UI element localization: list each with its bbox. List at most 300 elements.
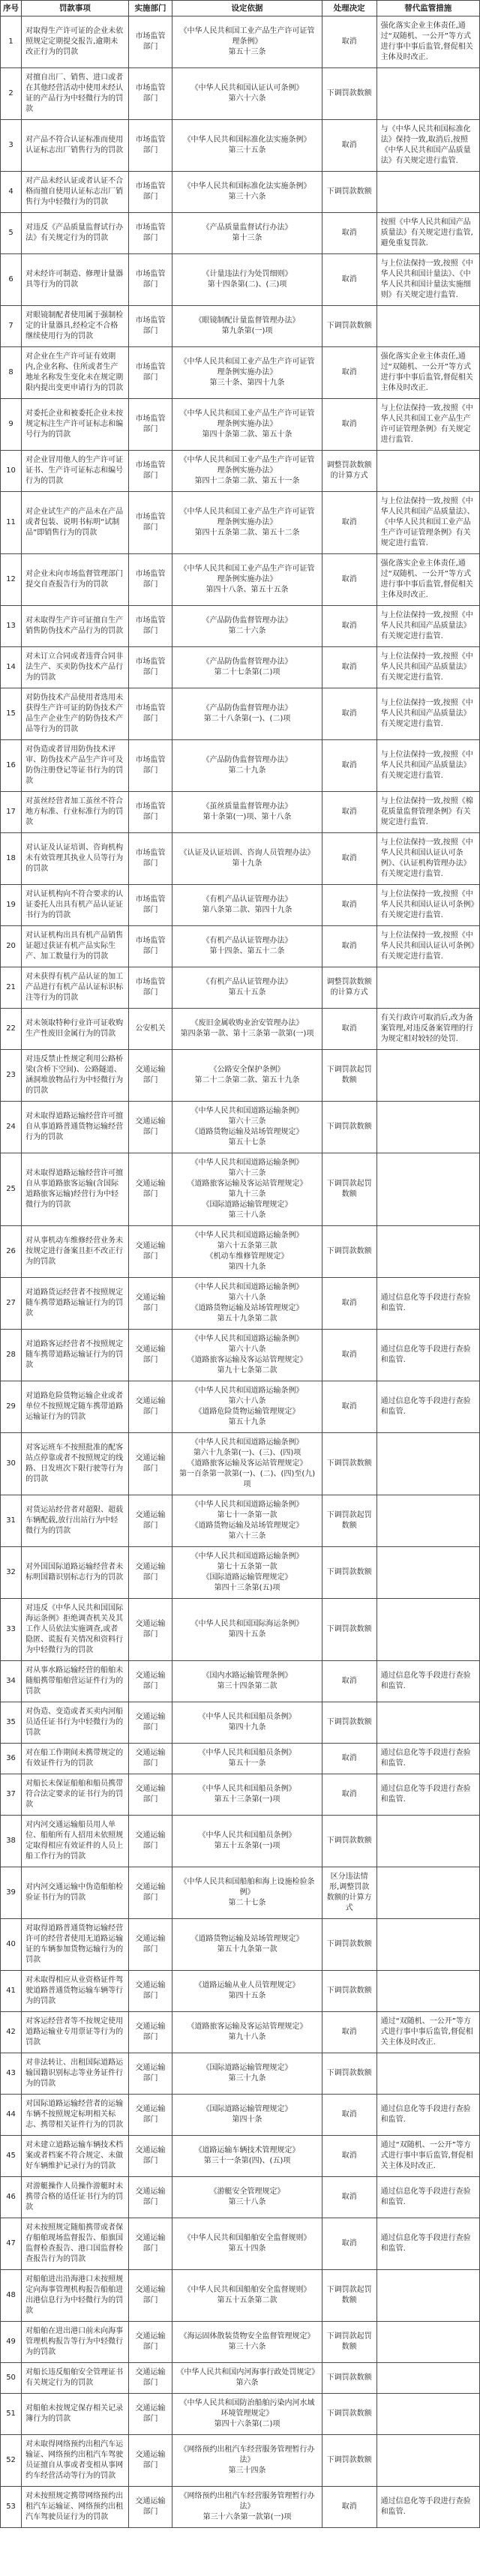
cell-serial-number: 32: [1, 1547, 22, 1599]
cell-supervision-measure: [376, 1050, 479, 1102]
cell-decision: 下调罚款起罚数额: [322, 1495, 376, 1547]
cell-decision: 取消: [322, 647, 376, 688]
cell-department: 市场监管部门: [128, 347, 172, 399]
legal-basis-line: 第六十八条: [228, 1294, 266, 1302]
cell-department: 交通运输部门: [128, 1102, 172, 1153]
cell-penalty-item: 对眼镜制配者使用属于强制检定的计量器具,经检定不合格继续使用行为的罚款: [22, 306, 128, 347]
cell-decision: 取消: [322, 885, 376, 926]
legal-basis-line: 《道路货物运输及站场管理规定》: [190, 1935, 304, 1943]
cell-serial-number: 43: [1, 2053, 22, 2095]
cell-department: 交通运输部门: [128, 2322, 172, 2363]
cell-serial-number: 20: [1, 926, 22, 967]
cell-supervision-measure: 通过“双随机、一公开”等方式进行事中事后监管,督促相关主体及时改正.: [376, 2136, 479, 2177]
table-row: [1, 1547, 480, 1599]
cell-penalty-item: 对取得道路普通货物运输经营许可的经营者使用无道路运输证的车辆参加货物运输行为的罚款: [22, 1919, 128, 1971]
cell-legal-basis: [172, 1153, 322, 1226]
legal-basis-line: 《国际道路运输管理规定》: [202, 2064, 292, 2072]
cell-decision: 下调罚款数额: [322, 2435, 376, 2487]
legal-basis-line: 第二十六条: [228, 627, 266, 635]
cell-decision: 取消: [322, 926, 376, 967]
cell-decision: 取消: [322, 1774, 376, 1816]
legal-basis-line: 《产品质量监督试行办法》: [202, 223, 292, 232]
legal-basis-line: 第九条第(一)项: [221, 327, 273, 335]
legal-basis-line: 《海运固体散装货物安全监督管理规定》: [179, 2332, 315, 2341]
cell-department: 市场监管部门: [128, 554, 172, 606]
cell-penalty-item: 对企业未向市场监督管理部门提交自查报告行为的罚款: [22, 554, 128, 606]
cell-serial-number: 8: [1, 347, 22, 399]
cell-department: 交通运输部门: [128, 2435, 172, 2487]
legal-basis-line: 《中华人民共和国道路运输条例》: [190, 1335, 304, 1343]
legal-basis-line: 第六十六条: [228, 94, 266, 103]
cell-legal-basis: [172, 833, 322, 885]
cell-penalty-item: 对客运班车不按照批准的配客站点停靠或者不按照规定的线路、日发班次下限行驶等行为的罚款: [22, 1433, 128, 1495]
cell-legal-basis: [172, 2177, 322, 2218]
cell-department: 市场监管部门: [128, 885, 172, 926]
cell-supervision-measure: 与上位法保持一致,按照《中华人民共和国产品质量法》、《中华人民共和国工业产品生产许可证管理条例》有关规定进行监管.: [376, 492, 479, 554]
cell-penalty-item: 对从事机动车维修经营业务未按规定进行备案且拒不改正行为的罚款: [22, 1226, 128, 1278]
cell-decision: 下调罚款数额: [322, 1433, 376, 1495]
legal-basis-line: 第三十八条: [228, 1211, 266, 1219]
header-cell-col-item: 罚款事项: [22, 1, 128, 16]
cell-penalty-item: 对取得生产许可证的企业未依照规定定期提交报告,逾期未改正行为的罚款: [22, 16, 128, 68]
cell-serial-number: 36: [1, 1744, 22, 1774]
cell-serial-number: 33: [1, 1599, 22, 1661]
cell-legal-basis: [172, 1702, 322, 1744]
legal-basis-line: 第七十五条第一款: [217, 1563, 278, 1571]
cell-supervision-measure: [376, 1919, 479, 1971]
table-row: [1, 606, 480, 647]
cell-supervision-measure: 与上位法保持一致,按照《中华人民共和国产品质量法》有关规定进行监管.: [376, 606, 479, 647]
cell-penalty-item: 对国际道路运输经营者的运输车辆不按照规定标明相关标志、携带相关证件行为的罚款: [22, 2095, 128, 2136]
legal-basis-line: 《国际道路运输管理规定》: [202, 1201, 292, 1209]
cell-supervision-measure: [376, 2270, 479, 2322]
legal-basis-line: 《中华人民共和国工业产品生产许可证管理条例实施办法》: [179, 456, 315, 475]
legal-basis-line: 《网络预约出租汽车经营服务管理暂行办法》: [179, 2446, 315, 2464]
legal-basis-line: 《认证及认证培训、咨询人员管理办法》: [179, 849, 315, 857]
cell-decision: 下调罚款数额: [322, 1547, 376, 1599]
table-row: [1, 885, 480, 926]
cell-penalty-item: 对未获得有机产品认证的加工产品进行有机产品认证标识标注等行为的罚款: [22, 967, 128, 1009]
cell-serial-number: 53: [1, 2487, 22, 2528]
cell-decision: 取消: [322, 2177, 376, 2218]
legal-basis-line: 第九十三条: [228, 1190, 266, 1198]
legal-basis-line: 《中华人民共和国工业产品生产许可证管理条例实施办法》: [179, 358, 315, 376]
cell-penalty-item: 对船长违反船舶安全管理证书有关规定行为的罚款: [22, 2363, 128, 2394]
cell-supervision-measure: 与上位法保持一致,按照《中华人民共和国认证认可条例》有关规定进行监管.: [376, 926, 479, 967]
cell-department: 市场监管部门: [128, 926, 172, 967]
cell-decision: 取消: [322, 399, 376, 451]
cell-serial-number: 27: [1, 1278, 22, 1330]
cell-decision: 下调罚款数额: [322, 2363, 376, 2394]
legal-basis-line: 第三十五条: [228, 146, 266, 154]
cell-decision: 取消: [322, 554, 376, 606]
cell-supervision-measure: [376, 68, 479, 120]
table-row: [1, 2322, 480, 2363]
cell-penalty-item: 对在船工作期间未携带规定的有效证件行为的罚款: [22, 1744, 128, 1774]
cell-serial-number: 3: [1, 120, 22, 172]
cell-supervision-measure: 与《中华人民共和国标准化法》保持一致,取消后,按照《中华人民共和国产品质量法》有关规定进行监管.: [376, 120, 479, 172]
cell-penalty-item: 对未取得相应从业资格证件驾驶道路普通货物运输车辆等行为的罚款: [22, 1971, 128, 2012]
legal-basis-line: 《公路安全保护条例》: [209, 1066, 285, 1074]
legal-basis-line: 第四十三条第(五)项: [214, 1584, 280, 1592]
legal-basis-line: 第四十五条: [228, 1630, 266, 1639]
cell-supervision-measure: [376, 2435, 479, 2487]
cell-penalty-item: 对伪造、变造或者买卖内河船员适任证书行为中轻微行为的罚款: [22, 1702, 128, 1744]
cell-penalty-item: 对未取得网络预约出租汽车运输证、网络预约出租汽车驾驶员证擅自从事或者变相从事网约车经营活动等行为的罚款: [22, 2435, 128, 2487]
cell-penalty-item: 对内河交通运输中伪造船舶检验证书行为的罚款: [22, 1867, 128, 1919]
cell-supervision-measure: 与上位法保持一致,按照《中华人民共和国产品质量法》有关规定进行监管.: [376, 688, 479, 740]
cell-supervision-measure: 有关行政许可取消后,改为备案管理,对违反备案管理的行为规定相对较轻的处罚.: [376, 1009, 479, 1050]
legal-basis-line: 《国际道路运输管理规定》: [202, 2105, 292, 2113]
cell-supervision-measure: [376, 1816, 479, 1867]
cell-serial-number: 39: [1, 1867, 22, 1919]
legal-basis-line: 第五十四条: [228, 2245, 266, 2253]
cell-decision: 下调罚款数额: [322, 1702, 376, 1744]
cell-decision: 取消: [322, 688, 376, 740]
cell-decision: 取消: [322, 492, 376, 554]
legal-basis-line: 《产品防伪监督管理办法》: [202, 658, 292, 666]
cell-decision: 下调罚款数额: [322, 1102, 376, 1153]
cell-supervision-measure: 与上位法保持一致,按照《中华人民共和国产品质量法》有关规定进行监管.: [376, 647, 479, 688]
cell-penalty-item: 对未建立道路运输车辆技术档案或者档案不符合规定、未做好车辆维护记录行为的罚款: [22, 2136, 128, 2177]
cell-department: 交通运输部门: [128, 1919, 172, 1971]
cell-serial-number: 28: [1, 1330, 22, 1381]
cell-legal-basis: [172, 2095, 322, 2136]
cell-department: 市场监管部门: [128, 213, 172, 254]
legal-basis-line: 第三十九条: [228, 2074, 266, 2083]
table-row: [1, 254, 480, 306]
cell-penalty-item: 对内河交通运输船员用人单位、船舶所有人招用未依照规定取得相应有效证件的人员上船工作行为的罚款: [22, 1816, 128, 1867]
cell-decision: 取消: [322, 16, 376, 68]
legal-basis-line: 第六十三条: [228, 1169, 266, 1177]
cell-legal-basis: [172, 606, 322, 647]
table-row: [1, 1774, 480, 1816]
legal-basis-line: 《国际道路运输管理规定》: [202, 1573, 292, 1582]
cell-department: 市场监管部门: [128, 688, 172, 740]
legal-basis-line: 《道路危险货物运输管理规定》: [194, 1408, 300, 1416]
cell-legal-basis: [172, 647, 322, 688]
cell-department: 交通运输部门: [128, 2270, 172, 2322]
legal-basis-line: 《道路货物运输及站场管理规定》: [190, 1522, 304, 1530]
legal-basis-line: 第十九条: [232, 859, 262, 868]
table-row: [1, 1381, 480, 1433]
legal-basis-line: 《游艇安全管理规定》: [209, 2188, 285, 2196]
cell-department: 交通运输部门: [128, 1661, 172, 1702]
table-row: [1, 2177, 480, 2218]
cell-department: 交通运输部门: [128, 1971, 172, 2012]
cell-supervision-measure: 与上位法保持一致,按照《中华人民共和国认证认可条例》有关规定进行监管.: [376, 885, 479, 926]
legal-basis-line: 《网络预约出租汽车经营服务管理暂行办法》: [179, 2492, 315, 2511]
cell-supervision-measure: 通过信息化等手段进行查验和监管.: [376, 2177, 479, 2218]
cell-decision: 下调罚款数额: [322, 172, 376, 213]
cell-legal-basis: [172, 885, 322, 926]
cell-supervision-measure: 与上位法保持一致,按照《中华人民共和国认证认可条例》、《认证机构管理办法》有关规定进行监管.: [376, 833, 479, 885]
cell-legal-basis: [172, 1495, 322, 1547]
legal-basis-line: 第四十八条、第五十五条: [206, 586, 289, 594]
legal-basis-line: 第五十九条第一款: [217, 1945, 278, 1954]
cell-serial-number: 25: [1, 1153, 22, 1226]
cell-penalty-item: 对认证机构向不符合要求的认证委托人出具有机产品认证证书行为的罚款: [22, 885, 128, 926]
cell-penalty-item: 对委托企业和被委托企业未按规定标注生产许可证标志和编号行为的罚款: [22, 399, 128, 451]
legal-basis-line: 《计量违法行为处罚细则》: [202, 270, 292, 278]
cell-penalty-item: 对企业在生产许可证有效期内,企业名称、住所或者生产地址名称发生变化未在规定期限内提出变更申请行为的罚款: [22, 347, 128, 399]
cell-penalty-item: 对道路货运经营者不按照规定随车携带道路运输证行为的罚款: [22, 1278, 128, 1330]
cell-legal-basis: [172, 1330, 322, 1381]
cell-penalty-item: 对未取得道路运输经营许可擅自从事道路旅客运输(含国际道路旅客运输)经营行为中轻微行为的罚款: [22, 1153, 128, 1226]
table-row: [1, 120, 480, 172]
legal-basis-line: 《中华人民共和国工业产品生产许可证管理条例实施办法》: [179, 565, 315, 583]
legal-basis-line: 《中华人民共和国船舶安全监督规则》: [183, 2234, 311, 2242]
legal-basis-line: 《中华人民共和国工业产品生产许可证管理条例实施办法》: [179, 508, 315, 526]
cell-department: 交通运输部门: [128, 2487, 172, 2528]
cell-supervision-measure: 与上位法保持一致,按照《棉花质量监督管理条例》有关规定进行监管.: [376, 792, 479, 833]
cell-penalty-item: 对违反禁止性规定利用公路桥梁(含桥下空间)、公路隧道、涵洞堆放物品行为中轻微行为的罚款: [22, 1050, 128, 1102]
legal-basis-line: 第五十七条: [228, 1138, 266, 1147]
cell-legal-basis: [172, 1774, 322, 1816]
legal-basis-line: 《有机产品认证管理办法》: [202, 978, 292, 986]
legal-basis-line: 《茧丝质量监督管理办法》: [202, 802, 292, 811]
legal-basis-line: 第三十四条: [228, 2467, 266, 2475]
legal-basis-line: 《中华人民共和国道路运输条例》: [190, 1107, 304, 1115]
cell-department: 市场监管部门: [128, 16, 172, 68]
legal-basis-line: 第五十三条: [228, 48, 266, 56]
cell-supervision-measure: [376, 451, 479, 492]
legal-basis-line: 第三十四条第二款: [217, 1682, 278, 1690]
cell-department: 交通运输部门: [128, 1330, 172, 1381]
legal-basis-line: 第四条第一款、第十三条第一款第(一)项: [180, 1030, 314, 1038]
legal-basis-line: 第三十六条第一款第(一)项: [202, 2513, 292, 2521]
legal-basis-line: 《中华人民共和国工业产品生产许可证管理条例实施办法》: [179, 409, 315, 428]
table-row: [1, 792, 480, 833]
cell-penalty-item: 对未取得生产许可证擅自生产销售防伪技术产品行为的罚款: [22, 606, 128, 647]
cell-penalty-item: 对外国国际道路运输经营者未标明国籍识别标志行为的罚款: [22, 1547, 128, 1599]
legal-basis-line: 第十四条、第五十二条: [209, 947, 285, 955]
cell-supervision-measure: [376, 306, 479, 347]
cell-decision: 下调罚款数额: [322, 68, 376, 120]
cell-decision: 取消: [322, 1661, 376, 1702]
cell-department: 交通运输部门: [128, 2012, 172, 2053]
cell-supervision-measure: [376, 967, 479, 1009]
legal-basis-line: 第十四条第(二)、(三)项: [207, 280, 287, 289]
cell-legal-basis: [172, 492, 322, 554]
legal-basis-line: 第六十九条第(一)、(三)、(四)项: [193, 1449, 302, 1457]
legal-basis-line: 《道路运输从业人员管理规定》: [194, 1981, 300, 1990]
table-row: [1, 2363, 480, 2394]
legal-basis-line: 第六十八条: [228, 1397, 266, 1405]
legal-basis-line: 第三十条、第四十九条: [209, 379, 285, 387]
cell-serial-number: 45: [1, 2136, 22, 2177]
cell-penalty-item: 对未领取特种行业许可证收购生产性废旧金属行为的罚款: [22, 1009, 128, 1050]
legal-basis-line: 第六条: [236, 2379, 259, 2387]
table-body: [1, 16, 480, 2528]
cell-supervision-measure: [376, 1433, 479, 1495]
legal-basis-line: 第二十七条第(二)项: [214, 668, 280, 676]
cell-legal-basis: [172, 2270, 322, 2322]
table-row: [1, 2053, 480, 2095]
cell-legal-basis: [172, 213, 322, 254]
cell-department: 交通运输部门: [128, 1702, 172, 1744]
table-row: [1, 1278, 480, 1330]
cell-serial-number: 7: [1, 306, 22, 347]
cell-department: 交通运输部门: [128, 2053, 172, 2095]
cell-department: 交通运输部门: [128, 2136, 172, 2177]
cell-serial-number: 23: [1, 1050, 22, 1102]
cell-penalty-item: 对未取得道路运输经营许可擅自从事道路普通货物运输经营行为的罚款: [22, 1102, 128, 1153]
cell-legal-basis: [172, 2363, 322, 2394]
cell-serial-number: 19: [1, 885, 22, 926]
legal-basis-line: 《中华人民共和国道路运输条例》: [190, 1438, 304, 1447]
cell-department: 市场监管部门: [128, 647, 172, 688]
cell-department: 市场监管部门: [128, 254, 172, 306]
cell-department: 市场监管部门: [128, 399, 172, 451]
cell-penalty-item: 对认证机构出具有机产品销售证超过获证有机产品实际生产、加工数量行为的罚款: [22, 926, 128, 967]
cell-department: 市场监管部门: [128, 967, 172, 1009]
cell-supervision-measure: 通过信息化等手段进行查验和监管.: [376, 1330, 479, 1381]
cell-serial-number: 21: [1, 967, 22, 1009]
cell-serial-number: 31: [1, 1495, 22, 1547]
cell-legal-basis: [172, 1661, 322, 1702]
legal-basis-line: 第五十五条第(一)项: [214, 1842, 280, 1850]
cell-legal-basis: [172, 1226, 322, 1278]
cell-penalty-item: 对擅自出厂、销售、进口或者在其他经营活动中使用未经认证的产品行为中轻微行为的罚款: [22, 68, 128, 120]
cell-serial-number: 4: [1, 172, 22, 213]
cell-legal-basis: [172, 2012, 322, 2053]
cell-legal-basis: [172, 1971, 322, 2012]
cell-decision: 取消: [322, 1744, 376, 1774]
cell-penalty-item: 对道路危险货物运输企业或者单位不按照规定随车携带道路运输证行为的罚款: [22, 1381, 128, 1433]
cell-serial-number: 48: [1, 2270, 22, 2322]
cell-serial-number: 26: [1, 1226, 22, 1278]
cell-decision: 下调罚款数额: [322, 1816, 376, 1867]
cell-penalty-item: 对道路客运经营者不按照规定随车携带道路运输证行为的罚款: [22, 1330, 128, 1381]
legal-basis-line: 第六十八条: [228, 1345, 266, 1354]
legal-basis-line: 第九十七条第二款: [217, 1366, 278, 1375]
table-row: [1, 1009, 480, 1050]
legal-basis-line: 第九十八条: [228, 2033, 266, 2041]
cell-penalty-item: 对伪造或者冒用防伪技术评审、防伪技术产品生产许可及防伪注册登记等证书行为的罚款: [22, 740, 128, 792]
cell-serial-number: 22: [1, 1009, 22, 1050]
cell-decision: 取消: [322, 792, 376, 833]
legal-basis-line: 第六十五条第三款: [217, 1242, 278, 1250]
cell-serial-number: 38: [1, 1816, 22, 1867]
cell-serial-number: 35: [1, 1702, 22, 1744]
cell-legal-basis: [172, 1547, 322, 1599]
legal-basis-line: 第二十八条第(一)、(二)项: [203, 715, 291, 723]
cell-legal-basis: [172, 1050, 322, 1102]
cell-legal-basis: [172, 1599, 322, 1661]
cell-legal-basis: [172, 1816, 322, 1867]
legal-basis-line: 《有机产品认证管理办法》: [202, 937, 292, 945]
cell-serial-number: 15: [1, 688, 22, 740]
cell-decision: 取消: [322, 833, 376, 885]
cell-department: 市场监管部门: [128, 833, 172, 885]
table-row: [1, 967, 480, 1009]
cell-department: 交通运输部门: [128, 1226, 172, 1278]
legal-basis-line: 《中华人民共和国道路运输条例》: [190, 1387, 304, 1395]
table-row: [1, 2487, 480, 2528]
legal-basis-line: 第六十三条: [228, 1532, 266, 1540]
legal-basis-line: 《道路货物运输及站场管理规定》: [190, 1304, 304, 1312]
legal-basis-line: 《中华人民共和国道路运输条例》: [190, 1552, 304, 1561]
cell-department: 交通运输部门: [128, 1278, 172, 1330]
cell-decision: 下调罚款数额: [322, 2394, 376, 2435]
cell-legal-basis: [172, 2322, 322, 2363]
cell-department: 市场监管部门: [128, 120, 172, 172]
cell-penalty-item: 对企业冒用他人的生产许可证证书、生产许可证标志和编号行为的罚款: [22, 451, 128, 492]
cell-supervision-measure: [376, 1153, 479, 1226]
cell-department: 市场监管部门: [128, 172, 172, 213]
cell-supervision-measure: [376, 1971, 479, 2012]
table-row: [1, 554, 480, 606]
cell-supervision-measure: [376, 172, 479, 213]
cell-serial-number: 16: [1, 740, 22, 792]
cell-decision: 下调罚款数额: [322, 1919, 376, 1971]
legal-basis-line: 《中华人民共和国标准化法实施条例》: [183, 136, 311, 144]
legal-basis-line: 《道路旅客运输及客运站管理规定》: [187, 1356, 308, 1364]
cell-serial-number: 10: [1, 451, 22, 492]
legal-basis-line: 第五十五条: [228, 988, 266, 997]
cell-serial-number: 2: [1, 68, 22, 120]
cell-supervision-measure: [376, 1599, 479, 1661]
cell-department: 交通运输部门: [128, 1433, 172, 1495]
legal-basis-line: 第三十六条: [228, 2343, 266, 2351]
cell-serial-number: 9: [1, 399, 22, 451]
cell-supervision-measure: [376, 1867, 479, 1919]
cell-penalty-item: 对非法转让、出租国际道路运输国籍识别标志等业务证件行为的罚款: [22, 2053, 128, 2095]
cell-legal-basis: [172, 554, 322, 606]
cell-penalty-item: 对游艇操作人员操作游艇时未携带合格的适任证书行为的罚款: [22, 2177, 128, 2218]
cell-legal-basis: [172, 1102, 322, 1153]
cell-department: 交通运输部门: [128, 1599, 172, 1661]
cell-decision: 取消: [322, 1278, 376, 1330]
cell-penalty-item: 对企业试生产的产品未在产品或者包装、说明书标明“试制品”即销售行为的罚款: [22, 492, 128, 554]
table-row: [1, 306, 480, 347]
cell-supervision-measure: 通过信息化等手段进行查验和监管.: [376, 1774, 479, 1816]
cell-decision: 下调罚款数额: [322, 1226, 376, 1278]
legal-basis-line: 《中华人民共和国道路运输条例》: [190, 1159, 304, 1167]
cell-penalty-item: 对船舶未按规定保存相关记录簿行为的罚款: [22, 2394, 128, 2435]
cell-serial-number: 46: [1, 2177, 22, 2218]
table-row: [1, 68, 480, 120]
cell-decision: 取消: [322, 606, 376, 647]
legal-basis-line: 第四十五条第二款、第五十二条: [194, 529, 300, 537]
table-row: [1, 1816, 480, 1867]
cell-penalty-item: 对未订立合同或者违背合同非法生产、买卖防伪技术产品行为的罚款: [22, 647, 128, 688]
legal-basis-line: 《中华人民共和国船舶安全监督规则》: [183, 2286, 311, 2294]
cell-supervision-measure: 强化落实企业主体责任,通过“双随机、一公开”等方式进行事中事后监管,督促相关主体及时改正.: [376, 554, 479, 606]
table-row: [1, 1971, 480, 2012]
cell-department: 市场监管部门: [128, 451, 172, 492]
legal-basis-line: 《中华人民共和国道路运输条例》: [190, 1501, 304, 1509]
cell-serial-number: 37: [1, 1774, 22, 1816]
table-row: [1, 926, 480, 967]
cell-serial-number: 52: [1, 2435, 22, 2487]
cell-supervision-measure: [376, 1547, 479, 1599]
table-row: [1, 1102, 480, 1153]
table-row: [1, 213, 480, 254]
cell-penalty-item: 对客运经营者等不按规定使用道路运输业专用票证等行为的罚款: [22, 2012, 128, 2053]
legal-basis-line: 第四十二条第二款、第五十一条: [194, 477, 300, 485]
cell-legal-basis: [172, 306, 322, 347]
cell-supervision-measure: 与上位法保持一致,按照《中华人民共和国产品质量法》有关规定进行监管.: [376, 740, 479, 792]
table-row: [1, 2270, 480, 2322]
legal-basis-line: 《中华人民共和国认证认可条例》: [190, 84, 304, 92]
legal-basis-line: 第四十九条: [228, 1723, 266, 1732]
cell-decision: 取消: [322, 1330, 376, 1381]
cell-legal-basis: [172, 926, 322, 967]
cell-supervision-measure: 通过信息化等手段进行查验和监管.: [376, 2095, 479, 2136]
cell-supervision-measure: 通过信息化等手段进行查验和监管.: [376, 1744, 479, 1774]
